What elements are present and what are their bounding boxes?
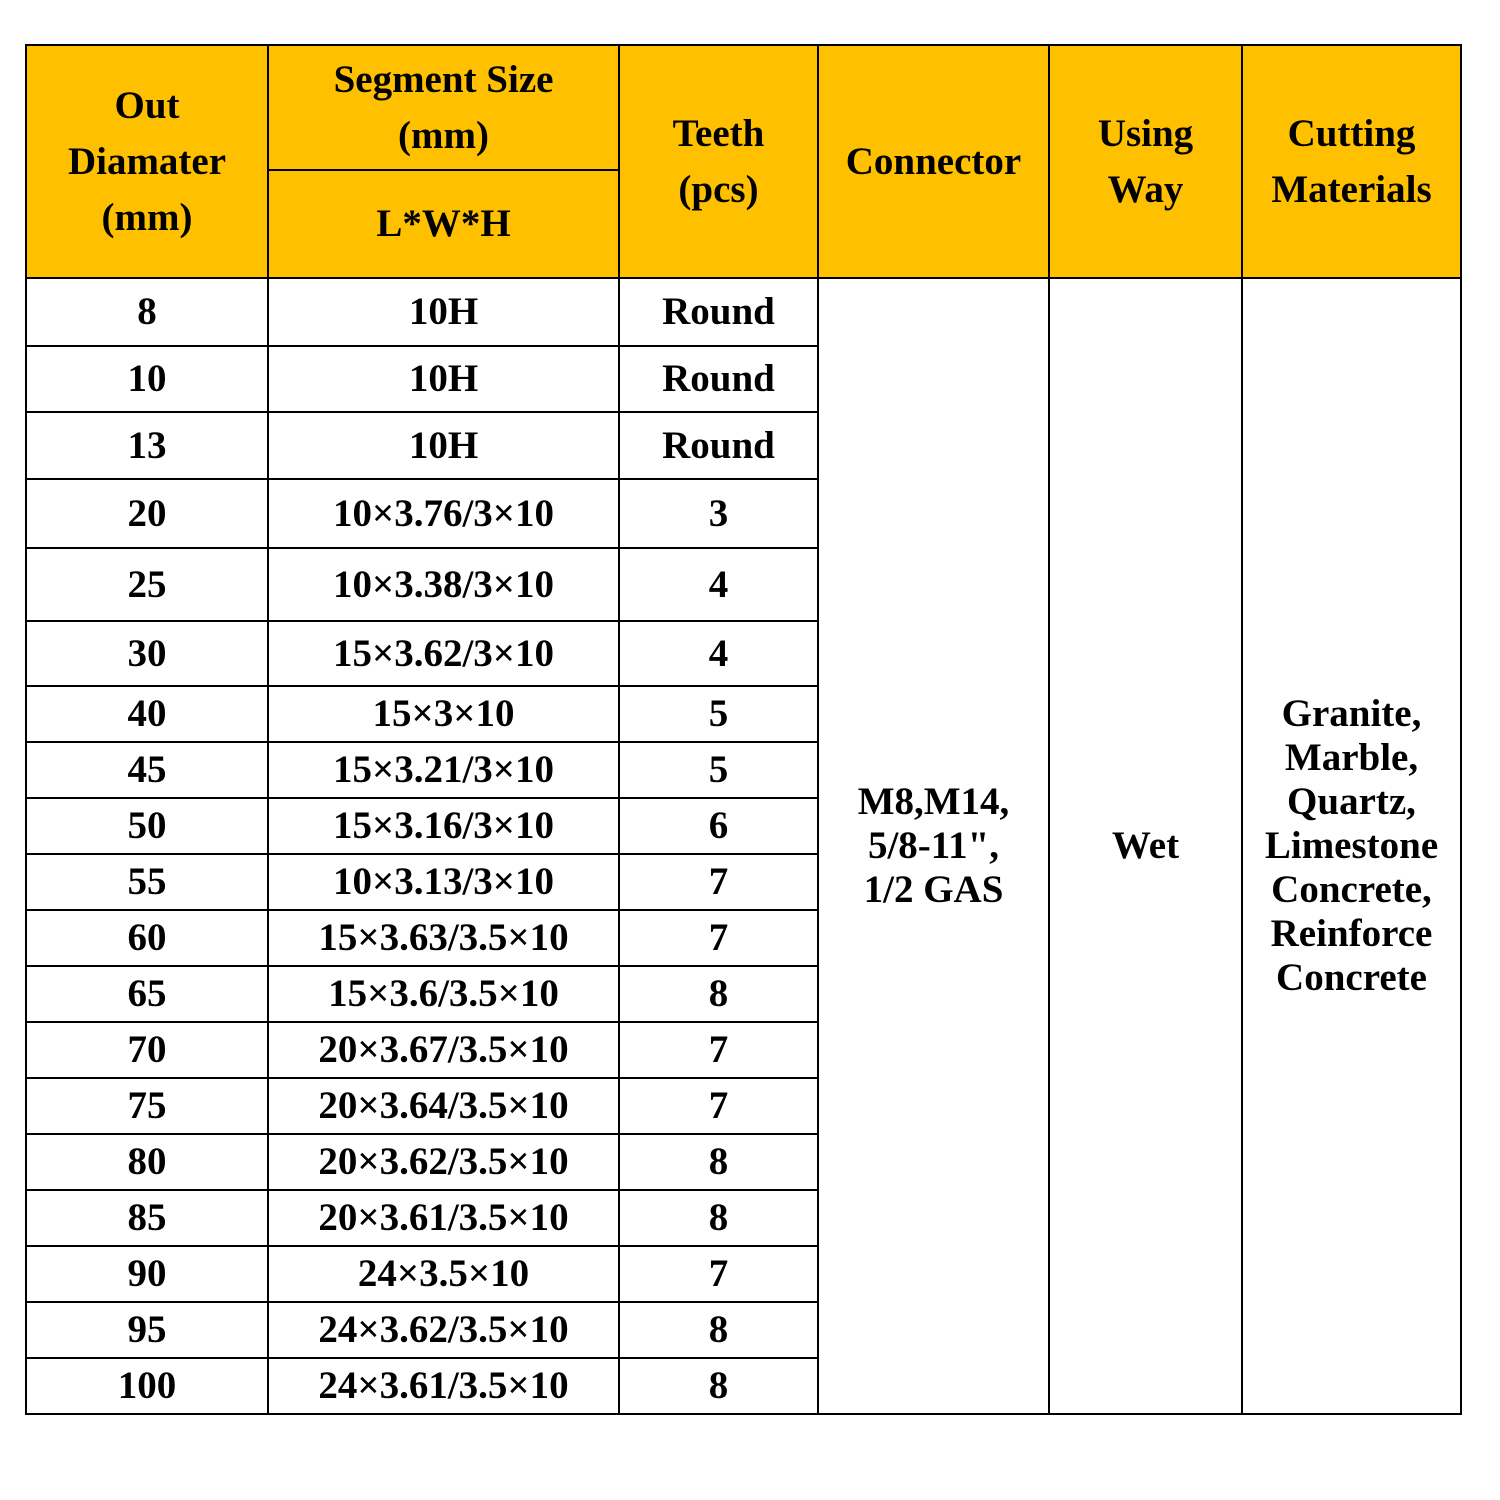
header-connector: Connector <box>818 45 1049 278</box>
diameter-cell: 100 <box>26 1358 268 1414</box>
teeth-cell: 7 <box>619 910 818 966</box>
segment-cell: 20×3.67/3.5×10 <box>268 1022 619 1078</box>
diameter-cell: 13 <box>26 412 268 479</box>
diameter-cell: 20 <box>26 479 268 548</box>
diameter-cell: 50 <box>26 798 268 854</box>
teeth-cell: 7 <box>619 1022 818 1078</box>
teeth-cell: Round <box>619 278 818 346</box>
using-way-cell: Wet <box>1049 278 1242 1414</box>
segment-cell: 20×3.64/3.5×10 <box>268 1078 619 1134</box>
header-segment-dims: L*W*H <box>268 170 619 278</box>
teeth-cell: 8 <box>619 966 818 1022</box>
segment-cell: 15×3.6/3.5×10 <box>268 966 619 1022</box>
spec-table <box>25 44 1462 1415</box>
diameter-cell: 95 <box>26 1302 268 1358</box>
teeth-cell: 7 <box>619 1246 818 1302</box>
connector-cell: M8,M14, 5/8-11", 1/2 GAS <box>818 278 1049 1414</box>
diameter-cell: 70 <box>26 1022 268 1078</box>
segment-cell: 10H <box>268 278 619 346</box>
teeth-cell: Round <box>619 412 818 479</box>
diameter-cell: 75 <box>26 1078 268 1134</box>
teeth-cell: 7 <box>619 854 818 910</box>
teeth-cell: 8 <box>619 1190 818 1246</box>
teeth-cell: 8 <box>619 1358 818 1414</box>
diameter-cell: 90 <box>26 1246 268 1302</box>
segment-cell: 10×3.76/3×10 <box>268 479 619 548</box>
diameter-cell: 60 <box>26 910 268 966</box>
diameter-cell: 80 <box>26 1134 268 1190</box>
teeth-cell: 4 <box>619 548 818 621</box>
teeth-cell: 8 <box>619 1134 818 1190</box>
diameter-cell: 55 <box>26 854 268 910</box>
diameter-cell: 25 <box>26 548 268 621</box>
header-using-way: Using Way <box>1049 45 1242 278</box>
teeth-cell: 8 <box>619 1302 818 1358</box>
segment-cell: 10H <box>268 412 619 479</box>
segment-cell: 20×3.61/3.5×10 <box>268 1190 619 1246</box>
diameter-cell: 45 <box>26 742 268 798</box>
segment-cell: 20×3.62/3.5×10 <box>268 1134 619 1190</box>
teeth-cell: 5 <box>619 742 818 798</box>
segment-cell: 10×3.38/3×10 <box>268 548 619 621</box>
diameter-cell: 10 <box>26 346 268 412</box>
segment-cell: 10×3.13/3×10 <box>268 854 619 910</box>
header-out-diameter: Out Diamater (mm) <box>26 45 268 278</box>
diameter-cell: 85 <box>26 1190 268 1246</box>
segment-cell: 10H <box>268 346 619 412</box>
teeth-cell: 3 <box>619 479 818 548</box>
segment-cell: 15×3×10 <box>268 686 619 742</box>
segment-cell: 24×3.61/3.5×10 <box>268 1358 619 1414</box>
teeth-cell: Round <box>619 346 818 412</box>
diameter-cell: 65 <box>26 966 268 1022</box>
segment-cell: 24×3.5×10 <box>268 1246 619 1302</box>
teeth-cell: 5 <box>619 686 818 742</box>
table-row <box>26 278 1461 346</box>
segment-cell: 24×3.62/3.5×10 <box>268 1302 619 1358</box>
teeth-cell: 6 <box>619 798 818 854</box>
diameter-cell: 40 <box>26 686 268 742</box>
teeth-cell: 7 <box>619 1078 818 1134</box>
segment-cell: 15×3.63/3.5×10 <box>268 910 619 966</box>
diameter-cell: 30 <box>26 621 268 686</box>
cutting-materials-cell: Granite, Marble, Quartz, Limestone Concrete, Reinforce Concrete <box>1242 278 1461 1414</box>
header-teeth: Teeth (pcs) <box>619 45 818 278</box>
header-cutting-materials: Cutting Materials <box>1242 45 1461 278</box>
diameter-cell: 8 <box>26 278 268 346</box>
segment-cell: 15×3.62/3×10 <box>268 621 619 686</box>
segment-cell: 15×3.21/3×10 <box>268 742 619 798</box>
segment-cell: 15×3.16/3×10 <box>268 798 619 854</box>
teeth-cell: 4 <box>619 621 818 686</box>
header-segment-size: Segment Size (mm) <box>268 45 619 170</box>
